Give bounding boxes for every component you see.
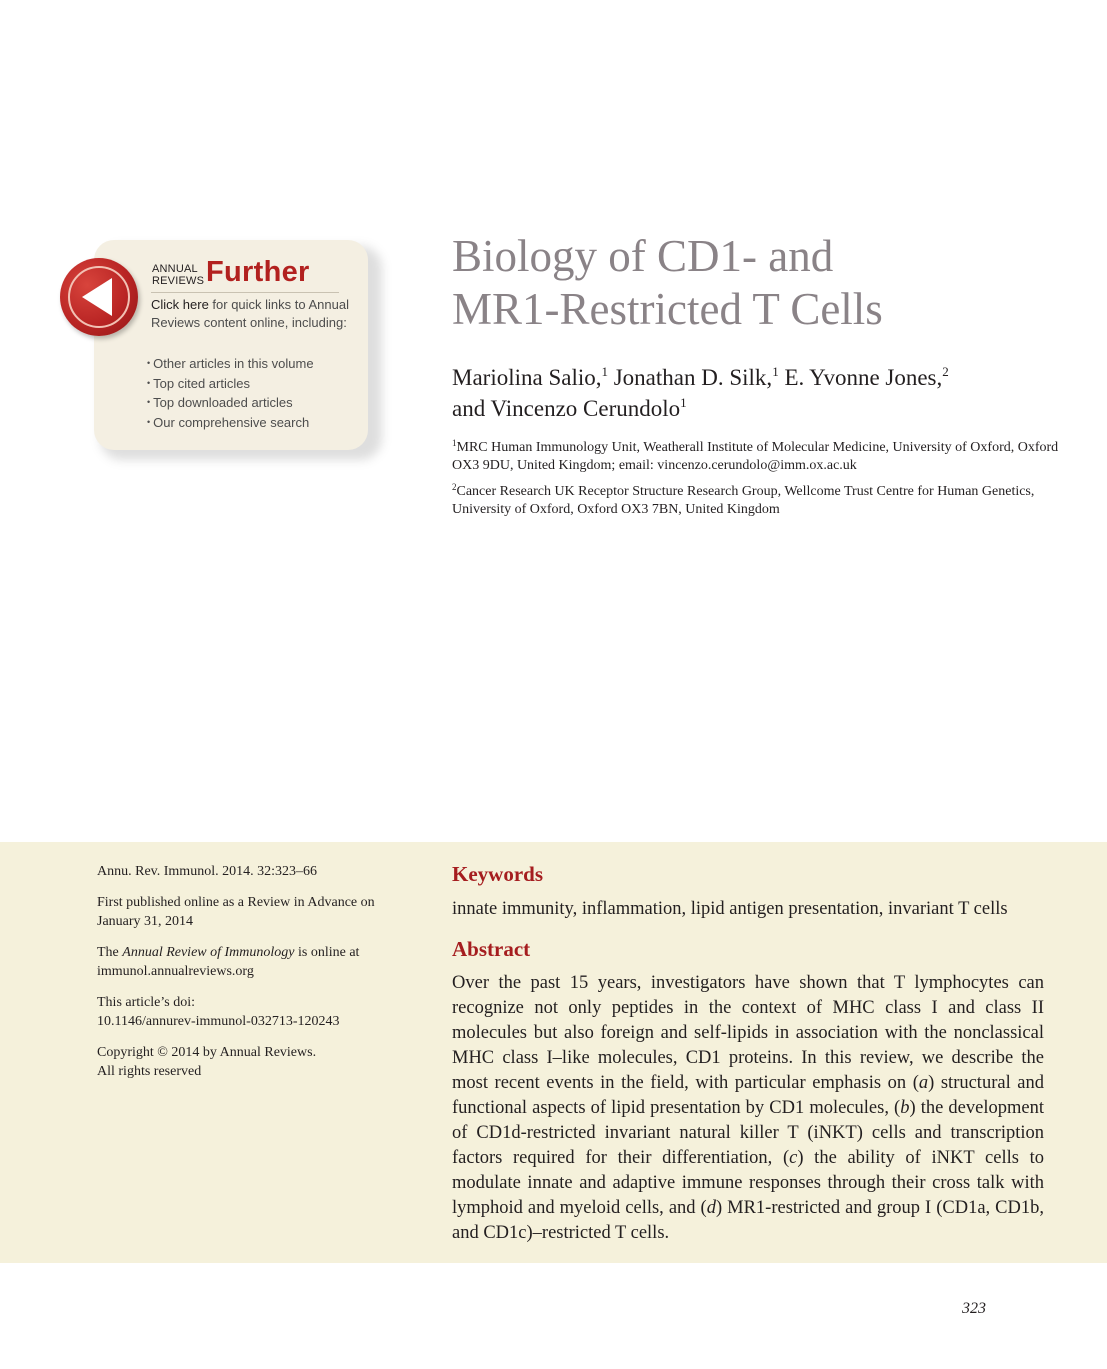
abstract-enum: c — [789, 1148, 798, 1168]
author-list — [452, 362, 1072, 424]
abstract-text — [452, 971, 1044, 1246]
online-prefix: The — [97, 945, 123, 960]
further-logo-text: Further — [206, 256, 310, 288]
further-links-list — [147, 355, 314, 433]
article-metadata — [97, 862, 407, 1093]
abstract-enum: b — [900, 1098, 910, 1118]
affiliation-1 — [452, 439, 1062, 475]
affiliation-sup: 2 — [452, 482, 457, 492]
online-availability — [97, 943, 407, 981]
author-name: Jonathan D. Silk, — [613, 365, 773, 390]
annual-reviews-logo — [152, 263, 204, 287]
article-title — [452, 230, 1072, 336]
keywords-text: innate immunity, inflammation, lipid antigen presentation, invariant T cells — [452, 899, 1008, 919]
author-name: and Vincenzo Cerundolo — [452, 396, 681, 421]
further-link-search[interactable]: • Our comprehensive search — [147, 414, 314, 434]
author-affil-sup: 1 — [680, 395, 687, 410]
abstract-enum: a — [918, 1073, 929, 1093]
further-link-top-downloaded[interactable]: • Top downloaded articles — [147, 394, 314, 414]
brand-line-annual: ANNUAL — [152, 263, 198, 275]
keywords-heading: Keywords — [452, 862, 543, 886]
further-intro — [151, 296, 351, 331]
abstract-part: ) the ability of iNKT cells to modulate innate and adaptive immune responses through their cross talk with lymphoid and myeloid cells, and ( — [452, 1148, 1044, 1218]
copyright: Copyright © 2014 by Annual Reviews. — [97, 1045, 317, 1060]
author-name: Mariolina Salio, — [452, 365, 602, 390]
further-divider — [151, 292, 339, 293]
rights: All rights reserved — [97, 1064, 202, 1079]
page-number: 323 — [962, 1300, 986, 1317]
affiliation-2 — [452, 483, 1062, 519]
further-link-other-articles[interactable]: • Other articles in this volume — [147, 355, 314, 375]
author-affil-sup: 1 — [772, 364, 779, 379]
abstract-part: Over the past 15 years, investigators have shown that T lymphocytes can recognize not only peptides in the context of MHC class I and class II molecules but also foreign and self-lipids in association with the nonclassical MHC class I–like molecules, CD1 proteins. In this review, we describe the most recent events in the field, with particular emphasis on ( — [452, 973, 1044, 1093]
doi-value[interactable]: 10.1146/annurev-immunol-032713-120243 — [97, 1014, 340, 1029]
arrow-triangle-icon — [60, 258, 138, 336]
copyright-block — [97, 1043, 407, 1081]
brand-line-reviews: REVIEWS — [152, 275, 205, 287]
abstract-heading: Abstract — [452, 937, 531, 961]
citation: Annu. Rev. Immunol. 2014. 32:323–66 — [97, 864, 317, 879]
abstract-enum: d — [706, 1198, 716, 1218]
journal-name: Annual Review of Immunology — [122, 945, 295, 960]
affiliation-sup: 1 — [452, 438, 457, 448]
author-affil-sup: 2 — [942, 364, 949, 379]
affiliation-text: MRC Human Immunology Unit, Weatherall Institute of Molecular Medicine, University of Oxford, Oxford OX3 9DU, United Kingdom; email: vincenzo.cerundolo@imm.ox.ac.uk — [452, 440, 1059, 473]
author-affil-sup: 1 — [601, 364, 608, 379]
further-link-top-cited[interactable]: • Top cited articles — [147, 375, 314, 395]
doi-block — [97, 993, 407, 1031]
first-published: First published online as a Review in Advance on January 31, 2014 — [97, 895, 375, 929]
abstract-part: ) MR1-restricted and group I (CD1a, CD1b, and CD1c)–restricted T cells. — [452, 1198, 1044, 1243]
title-line-2: MR1-Restricted T Cells — [452, 284, 883, 334]
click-here-link[interactable]: Click here — [151, 297, 209, 312]
doi-label: This article’s doi: — [97, 995, 195, 1010]
author-name: E. Yvonne Jones, — [784, 365, 943, 390]
further-intro-text: for quick links to Annual Reviews content online, including: — [151, 297, 349, 330]
affiliation-text: Cancer Research UK Receptor Structure Research Group, Wellcome Trust Centre for Human Genetics, University of Oxford, Oxford OX3 7BN, United Kingdom — [452, 484, 1035, 517]
title-line-1: Biology of CD1- and — [452, 231, 834, 281]
left-arrow-icon[interactable] — [60, 258, 138, 336]
online-suffix: is online at immunol.annualreviews.org — [97, 945, 360, 979]
abstract-part: ) structural and functional aspects of lipid presentation by CD1 molecules, ( — [452, 1073, 1044, 1118]
abstract-part: ) the development of CD1d-restricted invariant natural killer T (iNKT) cells and transcription factors required for their differentiation, ( — [452, 1098, 1044, 1168]
